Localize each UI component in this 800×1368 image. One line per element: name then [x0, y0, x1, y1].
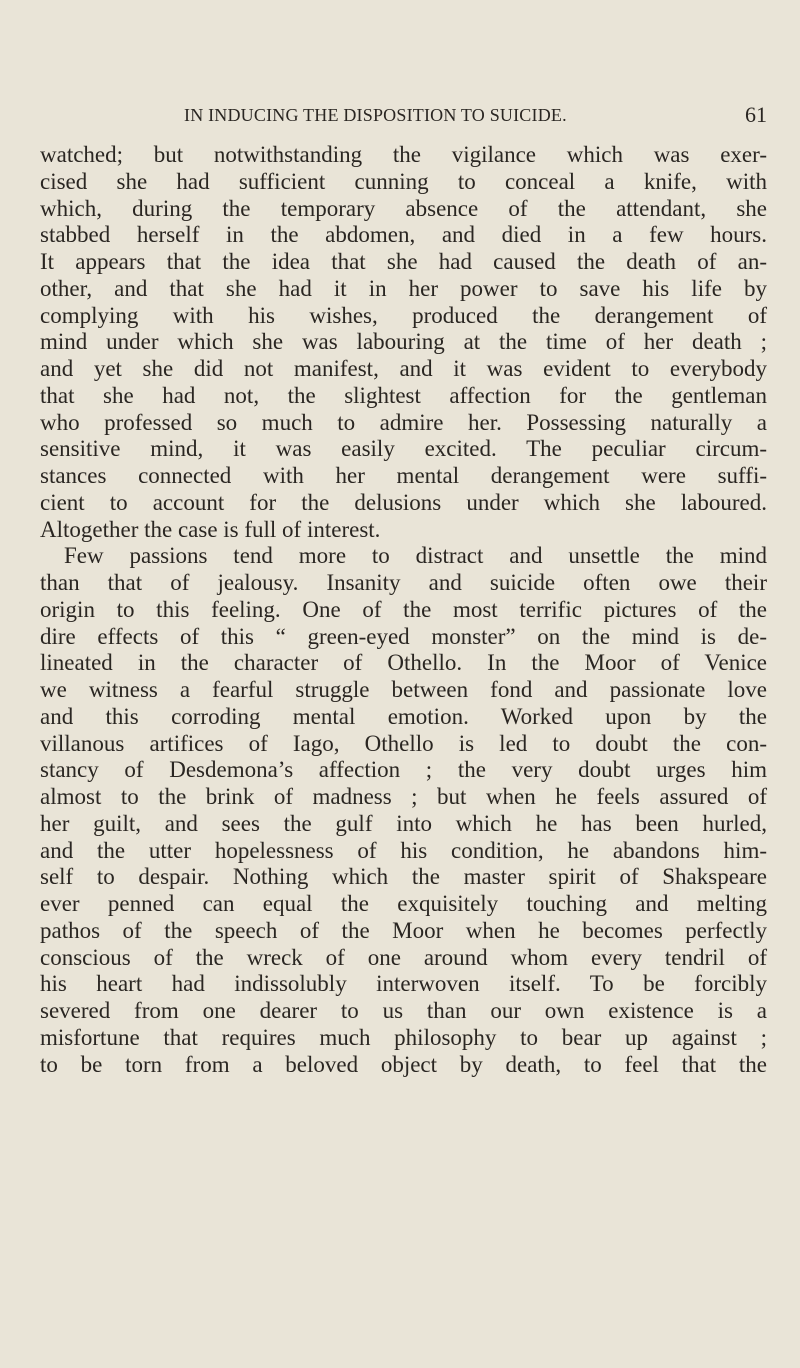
running-title: IN INDUCING THE DISPOSITION TO SUICIDE.: [184, 105, 567, 125]
text-line: Altogether the case is full of interest.: [40, 516, 381, 542]
text-line: severed from one dearer to us than our own existence is a: [40, 998, 767, 1023]
text-line: who professed so much to admire her. Possessing naturally a: [40, 409, 767, 435]
text-line: sensitive mind, it was easily excited. The peculiar circum-: [40, 436, 767, 462]
text-line: which, during the temporary absence of the attendant, she: [40, 195, 767, 221]
text-line: lineated in the character of Othello. In the Moor of Venice: [40, 650, 767, 676]
text-line: stancy of Desdemona’s affection ; the very doubt urges him: [40, 757, 767, 783]
page-number: 61: [745, 102, 767, 127]
text-line: ever penned can equal the exquisitely touching and melting: [40, 891, 767, 916]
text-line: origin to this feeling. One of the most terrific pictures of the: [40, 596, 767, 622]
text-line: stabbed herself in the abdomen, and died in a few hours.: [40, 222, 767, 248]
text-line: mind under which she was labouring at the time of her death ;: [40, 329, 767, 355]
text-line: her guilt, and sees the gulf into which he has been hurled,: [40, 810, 767, 836]
text-line: Few passions tend more to distract and unsettle the mind: [64, 543, 767, 569]
text-line: and yet she did not manifest, and it was evident to everybody: [40, 356, 767, 381]
text-line: dire effects of this “ green-eyed monster” on the mind is de-: [40, 623, 767, 649]
text-line: than that of jealousy. Insanity and suicide often owe their: [40, 570, 767, 595]
text-line: stances connected with her mental derangement were suffi-: [40, 463, 767, 488]
text-line: and the utter hopelessness of his condition, he abandons him-: [40, 837, 767, 863]
running-head: [184, 100, 767, 130]
body-text: [40, 142, 767, 1078]
text-line: cient to account for the delusions under which she laboured.: [40, 489, 767, 515]
text-line: we witness a fearful struggle between fond and passionate love: [40, 677, 767, 702]
text-line: pathos of the speech of the Moor when he becomes perfectly: [40, 917, 767, 943]
text-line: self to despair. Nothing which the master spirit of Shakspeare: [40, 864, 767, 890]
text-line: almost to the brink of madness ; but when he feels assured of: [40, 784, 767, 809]
text-line: villanous artifices of Iago, Othello is led to doubt the con-: [40, 730, 767, 756]
text-line: to be torn from a beloved object by death, to feel that the: [40, 1051, 767, 1077]
text-line: that she had not, the slightest affection for the gentleman: [40, 382, 767, 408]
text-line: watched; but notwithstanding the vigilance which was exer-: [40, 142, 767, 167]
text-line: cised she had sufficient cunning to conceal a knife, with: [40, 168, 767, 194]
text-line: his heart had indissolubly interwoven itself. To be forcibly: [40, 971, 767, 997]
text-line: complying with his wishes, produced the derangement of: [40, 302, 767, 328]
text-line: misfortune that requires much philosophy to bear up against ;: [40, 1024, 767, 1050]
text-line: It appears that the idea that she had caused the death of an-: [40, 249, 767, 274]
text-line: and this corroding mental emotion. Worked upon by the: [40, 703, 767, 729]
text-line: conscious of the wreck of one around whom every tendril of: [40, 944, 767, 970]
text-line: other, and that she had it in her power to save his life by: [40, 275, 767, 301]
